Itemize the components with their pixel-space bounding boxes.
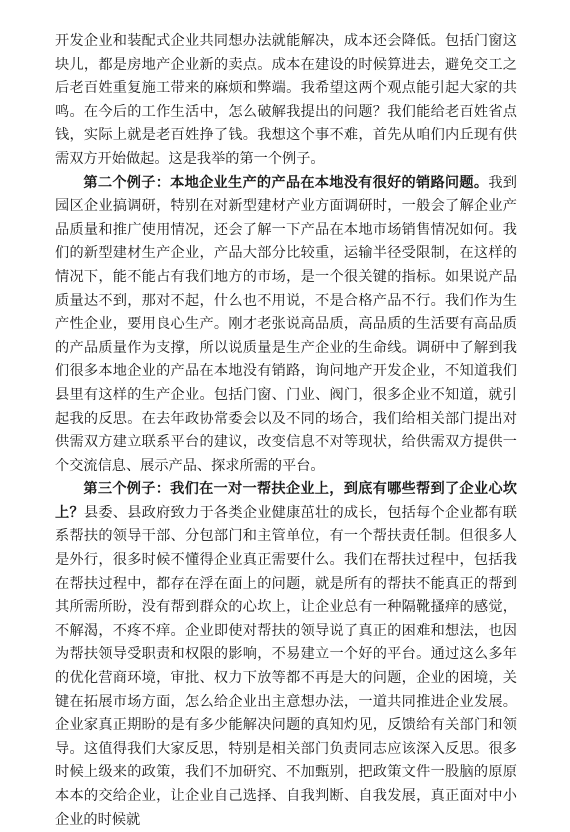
paragraph-3-body: 县委、县政府致力于各类企业健康茁壮的成长，包括每个企业都有联系帮扶的领导干部、分包部门和主管单位，有一个帮扶责任制。但很多人是外行，很多时候不懂得企业真正需要什么。我们在帮扶过程中，包括我在帮扶过程中，都存在浮在面上的问题，就是所有的帮扶不能真正的帮到其所需所盼，没有帮到群众的心坎上，让企业总有一种隔靴搔痒的感觉，不解渴，不疼不痒。企业即使对帮扶的领导说了真正的困难和想法，也因为帮扶领导受职责和权限的影响，不易建立一个好的平台。通过这么多年的优化营商环境，审批、权力下放等都不再是大的问题，企业的困境，关键在拓展市场方面，怎么给企业出主意想办法，一道共同推进企业发展。企业家真正期盼的是有多少能解决问题的真知灼见，反馈给有关部门和领导。这值得我们大家反思，特别是相关部门负责同志应该深入反思。很多时候上级来的政策，我们不加研究、不加甄别，把政策文件一股脑的原原本本的交给企业，让企业自己选择、自我判断、自我发展，真正面对中小企业的时候就	[55, 504, 517, 828]
paragraph-3-lead: 第三个例子：我们在一对一帮扶企业上，到底有哪些帮到了企业心坎上？	[55, 481, 517, 521]
paragraph-1	[55, 30, 517, 172]
paragraph-2-lead: 第二个例子：本地企业生产的产品在本地没有很好的销路问题。	[83, 174, 489, 191]
document-page	[55, 30, 517, 832]
paragraph-3	[55, 478, 517, 832]
paragraph-1-body: 开发企业和装配式企业共同想办法就能解决，成本还会降低。包括门窗这块儿，都是房地产企业新的卖点。成本在建设的时候算进去，避免交工之后老百姓重复施工带来的麻烦和弊端。我希望这两个观点能引起大家的共鸣。在今后的工作生活中，怎么破解我提出的问题？我们能给老百姓省点钱，实际上就是老百姓挣了钱。我想这个事不难，首先从咱们内丘现有供需双方开始做起。这是我举的第一个例子。	[55, 33, 517, 167]
paragraph-2	[55, 172, 517, 479]
paragraph-2-body: 我到园区企业搞调研，特别在对新型建材产业方面调研时，一般会了解企业产品质量和推广使用情况，还会了解一下产品在本地市场销售情况如何。我们的新型建材生产企业，产品大部分比较重，运输半径受限制，在这样的情况下，能不能占有我们地方的市场，是一个很关键的指标。如果说产品质量达不到，那对不起，什么也不用说，不是合格产品不行。我们作为生产性企业，要用良心生产。刚才老张说高品质，高品质的生活要有高品质的产品质量作为支撑，所以说质量是生产企业的生命线。调研中了解到我们很多本地企业的产品在本地没有销路，询问地产开发企业，不知道我们县里有这样的生产企业。包括门窗、门业、阀门，很多企业不知道，就引起我的反思。在去年政协常委会以及不同的场合，我们给相关部门提出对供需双方建立联系平台的建议，改变信息不对等现状，给供需双方提供一个交流信息、展示产品、探求所需的平台。	[55, 174, 517, 474]
